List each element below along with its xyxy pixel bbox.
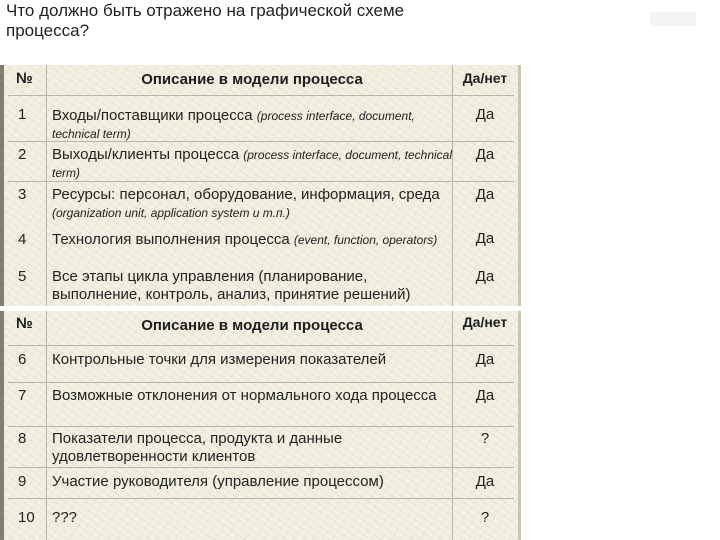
row-description-text: Показатели процесса, продукта и данные удовлетворенности клиентов [52,430,343,465]
row-number: 3 [18,186,27,203]
row-answer: Да [475,473,495,490]
row-answer: Да [475,268,495,285]
row-description [52,387,452,405]
header-description: Описание в модели процесса [141,317,363,334]
row-description-text: Входы/поставщики процесса [52,107,253,124]
row-description-note: (process interface, document, technical term) [52,109,415,141]
row-description [52,430,452,466]
row-description [52,231,452,249]
row-description-text: Контрольные точки для измерения показателей [52,351,387,368]
row-number: 5 [18,268,27,285]
row-description-text: ??? [52,509,78,526]
table-row [4,182,514,225]
row-description-note: (process interface, document, technical term) [52,148,453,180]
row-answer: Да [475,230,495,247]
header-num: № [16,315,33,332]
table-row [4,96,514,141]
table-header [4,65,514,95]
row-number: 7 [18,387,27,404]
process-table-1 [0,65,521,306]
table-row [4,499,514,540]
row-description-text: Технология выполнения процесса [52,231,290,248]
row-description [52,473,452,491]
page-title: Что должно быть отражено на графической схеме процесса? [6,1,405,40]
row-description [52,509,452,527]
row-answer: Да [475,351,495,368]
process-table-2 [0,311,521,540]
watermark [650,12,696,26]
row-description [52,351,452,369]
header-answer: Да/нет [462,314,508,330]
header-answer: Да/нет [462,70,508,86]
row-description [52,268,452,304]
row-description-text: Участие руководителя (управление процессом) [52,473,384,490]
header-num: № [16,70,33,87]
row-number: 4 [18,231,27,248]
row-answer: Да [475,387,495,404]
table-row [4,383,514,426]
row-number: 1 [18,106,27,123]
header-description: Описание в модели процесса [141,71,363,88]
row-number: 8 [18,430,27,447]
row-number: 9 [18,473,27,490]
row-description-text: Ресурсы: персонал, оборудование, информация, среда [52,186,440,203]
table-row [4,225,514,263]
row-description [52,107,452,143]
row-description-note: (organization unit, application system и т.п.) [52,206,290,220]
row-description-text: Все этапы цикла управления (планирование, выполнение, контроль, анализ, принятие решений) [52,268,411,303]
row-description [52,186,452,222]
row-number: 6 [18,351,27,368]
row-description [52,146,452,182]
table-row [4,427,514,467]
row-answer: Да [475,106,495,123]
row-description-note: (event, function, operators) [293,233,438,247]
row-description-text: Возможные отклонения от нормального хода процесса [52,387,437,404]
row-number: 10 [18,509,35,526]
table-row [4,263,514,306]
row-answer: ? [480,430,490,447]
table-row [4,142,514,181]
table-row [4,468,514,498]
row-answer: Да [475,146,495,163]
row-answer: Да [475,186,495,203]
row-number: 2 [18,146,27,163]
row-description-text: Выходы/клиенты процесса [52,146,240,163]
row-answer: ? [480,509,490,526]
table-header [4,311,514,345]
table-row [4,346,514,382]
